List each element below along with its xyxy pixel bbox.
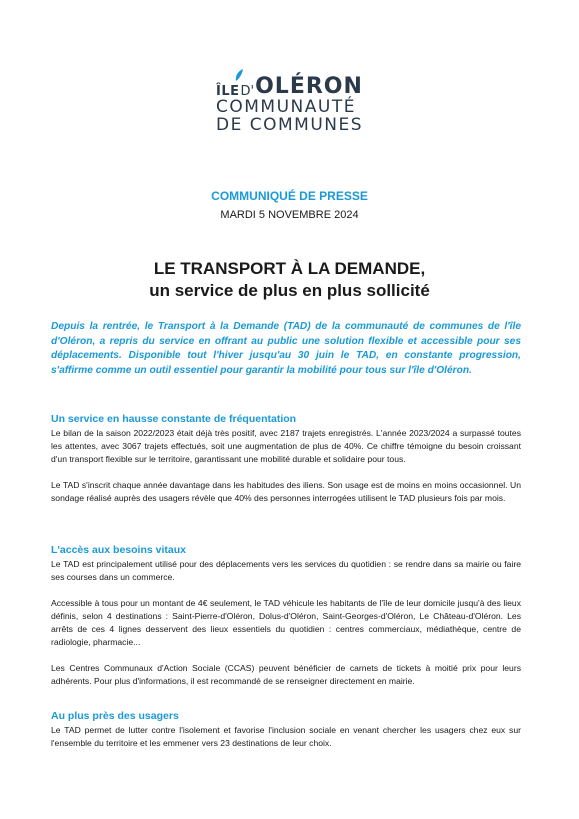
logo-ile: ÎLE <box>216 84 240 99</box>
section-paragraph: Le TAD s'inscrit chaque année davantage dans les habitudes des iliens. Son usage est de moins en moins occasionnel. Un sondage réalisé auprès des usagers révèle que 40% des personnes interrogées utilisent le TAD plusieurs fois par mois. <box>51 480 521 503</box>
document-title <box>0 258 579 302</box>
section-paragraph: Le TAD est principalement utilisé pour des déplacements vers les services du quotidien : se rendre dans sa mairie ou faire ses courses dans un commerce. <box>51 559 521 582</box>
section-paragraph: Le bilan de la saison 2022/2023 était déjà très positif, avec 2187 trajets enregistrés. L'année 2023/2024 a surpassé toutes les attentes, avec 3067 trajets effectués, soit une augmentation de plus de 40%. Ce chiffre témoigne du besoin croissant d'un transport flexible sur le territoire, garantissant une mobilité durable et solidaire pour tous. <box>51 428 521 464</box>
section-paragraph: Le TAD permet de lutter contre l'isolement et favorise l'inclusion sociale en venant chercher les usagers chez eux sur l'ensemble du territoire et les emmener vers 23 destinations de leur choix. <box>51 725 521 748</box>
press-release-label: COMMUNIQUÉ DE PRESSE <box>211 189 368 203</box>
section-usagers <box>51 709 521 763</box>
section-frequentation <box>51 412 521 518</box>
title-line-2: un service de plus en plus sollicité <box>149 281 430 300</box>
section-heading: Un service en hausse constante de fréquentation <box>51 413 297 425</box>
logo-d: D' <box>240 84 255 99</box>
press-release-date: MARDI 5 NOVEMBRE 2024 <box>220 209 359 221</box>
title-line-1: LE TRANSPORT À LA DEMANDE, <box>153 259 426 278</box>
logo-oleron: OLÉRON <box>255 74 363 99</box>
logo <box>216 76 366 134</box>
lead-paragraph: Depuis la rentrée, le Transport à la Demande (TAD) de la communauté de communes de l'île d'Oléron, a repris du service en offrant au public une solution flexible et accessible pour ses déplacements. Disponible tout l'hiver jusqu'au 30 juin le TAD, en constante progression, s'affirme comme un outil essentiel pour garantir la mobilité pour tous sur l'île d'Oléron. <box>51 321 521 376</box>
section-heading: Au plus près des usagers <box>51 710 179 722</box>
logo-line-2: DE COMMUNES <box>216 115 364 135</box>
section-heading: L'accès aux besoins vitaux <box>51 544 186 556</box>
logo-leaf-icon <box>234 68 244 82</box>
section-besoins-vitaux <box>51 543 521 701</box>
section-paragraph: Accessible à tous pour un montant de 4€ seulement, le TAD véhicule les habitants de l'île de leur domicile jusqu'à des lieux définis, selon 4 destinations : Saint-Pierre-d'Oléron, Dolus-d'Oléron, Saint-Georges-d'Oléron, Le Château-d'Oléron. Les arrêts de ces 4 lignes desservent des lieux essentiels du quotidien : centres commerciaux, médiathèque, centre de radiologie, pharmacie... <box>51 598 521 647</box>
logo-line-1: COMMUNAUTÉ <box>216 97 356 117</box>
section-paragraph: Les Centres Communaux d'Action Sociale (CCAS) peuvent bénéficier de carnets de tickets à moitié prix pour leurs adhérents. Pour plus d'informations, il est recommandé de se renseigner directement en mairie. <box>51 663 521 686</box>
